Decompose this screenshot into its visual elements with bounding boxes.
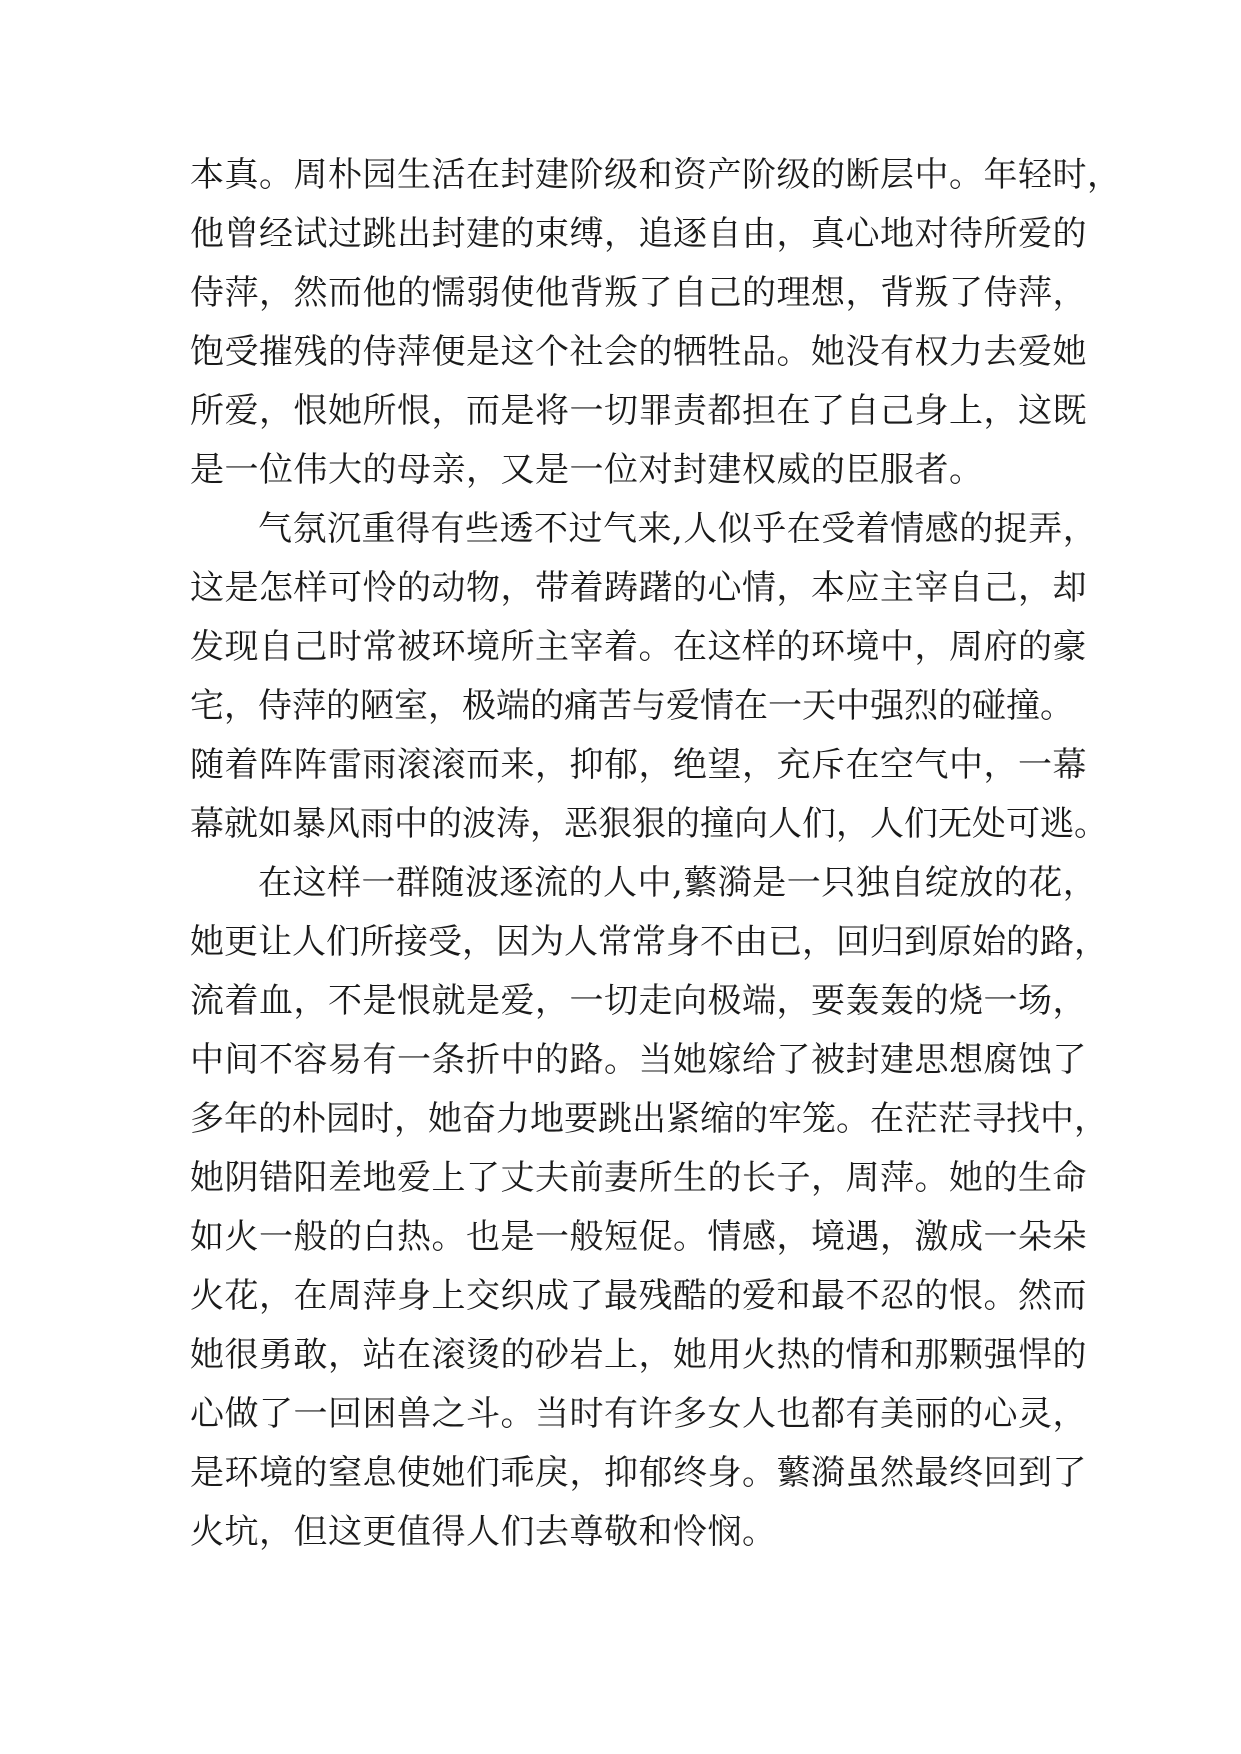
text-line: 是一位伟大的母亲，又是一位对封建权威的臣服者。 <box>190 450 984 490</box>
text-line: 随着阵阵雷雨滚滚而来，抑郁，绝望，充斥在空气中，一幕 <box>190 745 1087 785</box>
text-line: 流着血，不是恨就是爱，一切走向极端，要轰轰的烧一场， <box>190 981 1087 1021</box>
text-line: 所爱，恨她所恨，而是将一切罪责都担在了自己身上，这既 <box>190 391 1087 431</box>
text-line: 这是怎样可怜的动物，带着踌躇的心情，本应主宰自己，却 <box>190 568 1087 608</box>
text-line: 侍萍，然而他的懦弱使他背叛了自己的理想，背叛了侍萍， <box>190 273 1087 313</box>
text-line: 如火一般的白热。也是一般短促。情感，境遇，激成一朵朵 <box>190 1217 1087 1257</box>
paragraph-first-line: 在这样一群随波逐流的人中,蘩漪是一只独自绽放的花， <box>258 863 1098 903</box>
text-line: 发现自己时常被环境所主宰着。在这样的环境中，周府的豪 <box>190 627 1087 667</box>
text-line: 宅，侍萍的陋室，极端的痛苦与爱情在一天中强烈的碰撞。 <box>190 686 1074 726</box>
text-line: 饱受摧残的侍萍便是这个社会的牺牲品。她没有权力去爱她 <box>190 332 1087 372</box>
text-line: 火花，在周萍身上交织成了最残酷的爱和最不忍的恨。然而 <box>190 1276 1087 1316</box>
text-line: 多年的朴园时，她奋力地要跳出紧缩的牢笼。在茫茫寻找中， <box>190 1099 1108 1139</box>
text-line: 她更让人们所接受，因为人常常身不由已，回归到原始的路， <box>190 922 1108 962</box>
text-line: 本真。周朴园生活在封建阶级和资产阶级的断层中。年轻时， <box>190 155 1122 195</box>
text-line: 幕就如暴风雨中的波涛，恶狠狠的撞向人们，人们无处可逃。 <box>190 804 1108 844</box>
document-body <box>190 146 1122 1562</box>
text-line: 心做了一回困兽之斗。当时有许多女人也都有美丽的心灵， <box>190 1394 1087 1434</box>
paragraph-first-line: 气氛沉重得有些透不过气来,人似乎在受着情感的捉弄， <box>258 509 1098 549</box>
text-line: 是环境的窒息使她们乖戾，抑郁终身。蘩漪虽然最终回到了 <box>190 1453 1087 1493</box>
text-line: 火坑，但这更值得人们去尊敬和怜悯。 <box>190 1512 777 1552</box>
text-line: 中间不容易有一条折中的路。当她嫁给了被封建思想腐蚀了 <box>190 1040 1087 1080</box>
text-line: 她很勇敢，站在滚烫的砂岩上，她用火热的情和那颗强悍的 <box>190 1335 1087 1375</box>
text-line: 他曾经试过跳出封建的束缚，追逐自由，真心地对待所爱的 <box>190 214 1087 254</box>
text-line: 她阴错阳差地爱上了丈夫前妻所生的长子，周萍。她的生命 <box>190 1158 1087 1198</box>
